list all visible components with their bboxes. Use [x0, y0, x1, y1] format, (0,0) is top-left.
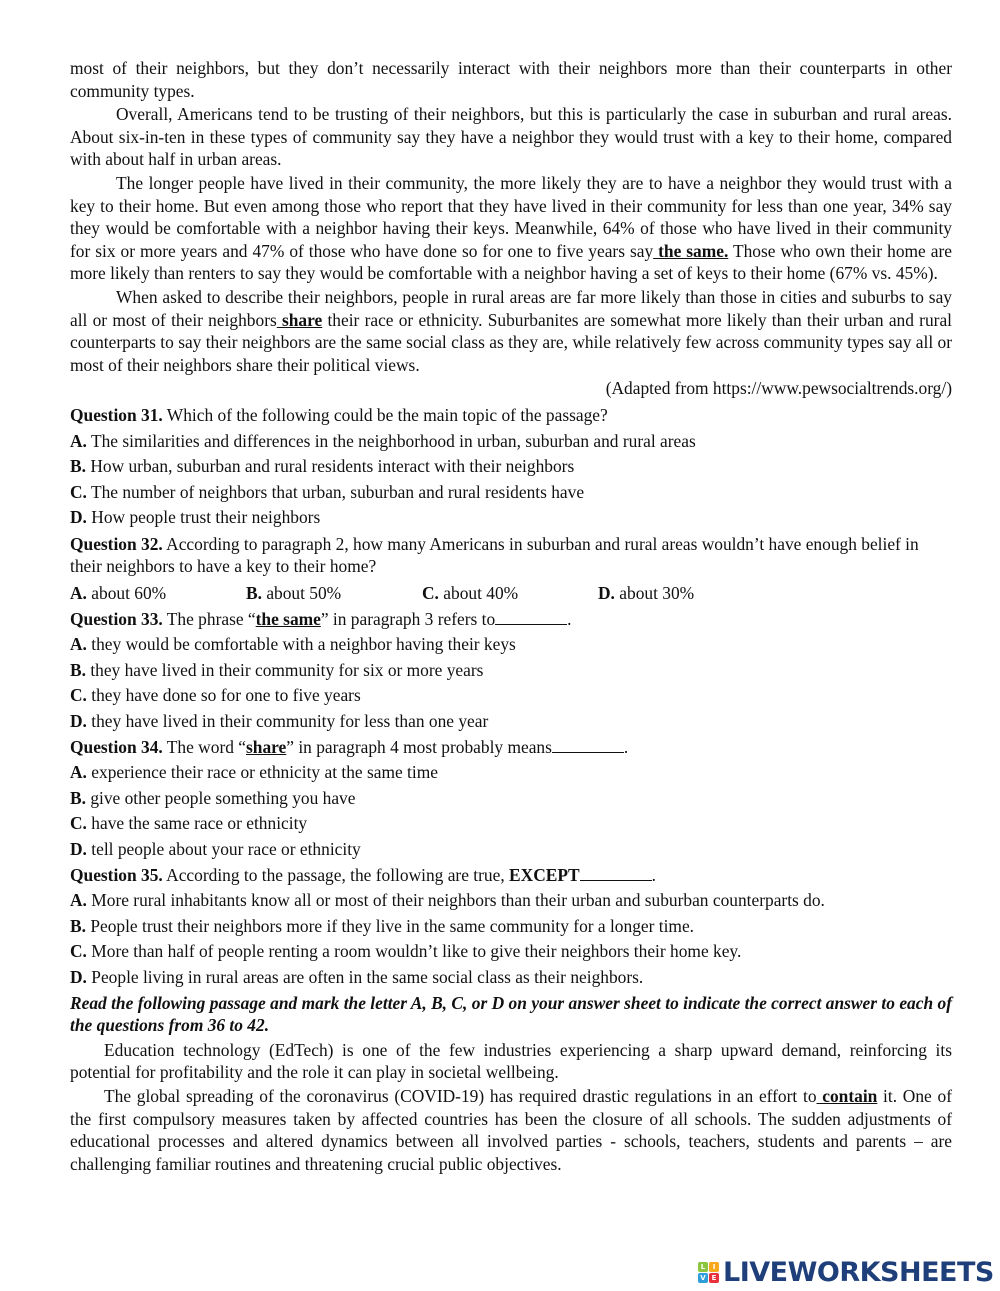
option-text: tell people about your race or ethnicity [91, 839, 361, 859]
option-b[interactable] [246, 581, 422, 607]
liveworksheets-logo [698, 1257, 994, 1288]
option-text: about 30% [619, 583, 695, 604]
option-a[interactable] [70, 632, 952, 658]
passage1-paragraph-2: Overall, Americans tend to be trusting of their neighbors, but this is particularly the case in suburban and rural areas. About six-in-ten in these types of community say they have a neighbor they would trust with a key to their home, compared with about half in urban areas. [70, 104, 952, 170]
text: their race or ethnicity. Suburbanites are somewhat more likely than their urban and rural counterparts to say their neighbors are the same social class as they are, while relatively few across community types say all or most of their neighbors share their political views. [70, 309, 952, 375]
option-c[interactable] [70, 683, 952, 709]
option-b[interactable] [70, 454, 952, 480]
option-letter: A. [70, 430, 87, 451]
question-32-options [70, 581, 952, 607]
option-b[interactable] [70, 658, 952, 684]
text: Those who own their home are more likely than renters to say they would be comfortable with a neighbor having a set of keys to their home (67% vs. 45%). [70, 240, 952, 284]
passage2-paragraph-2 [70, 1085, 952, 1175]
option-c[interactable] [422, 581, 598, 607]
question-label: Question 32. [70, 533, 163, 554]
question-31 [70, 403, 952, 429]
option-c[interactable] [70, 480, 952, 506]
option-letter: D. [70, 507, 87, 528]
option-text: More rural inhabitants know all or most of their neighbors than their urban and suburban counterparts do. [91, 890, 825, 911]
option-text: they have lived in their community for six or more years [90, 659, 484, 680]
option-d[interactable] [70, 965, 952, 991]
option-letter: C. [70, 941, 87, 962]
option-d[interactable] [598, 581, 774, 607]
question-stem: Which of the following could be the main topic of the passage? [162, 404, 608, 425]
option-d[interactable] [70, 505, 952, 531]
question-label: Question 35. [70, 864, 163, 885]
option-letter: C. [70, 685, 87, 706]
text: it. One of the first compulsory measures taken by affected countries has been the closure of all schools. The sudden adjustments of educational processes and altered dynamics between all involved parties - schools, teachers, students and parents – are challenging familiar routines and threatening crucial public objectives. [70, 1085, 952, 1174]
logo-text: LIVEWORKSHEETS [723, 1257, 994, 1288]
option-letter: A. [70, 634, 87, 655]
answer-blank [580, 866, 652, 881]
question-stem: The word “ [162, 736, 246, 757]
option-letter: B. [70, 659, 86, 680]
passage1-paragraph-3 [70, 172, 952, 285]
option-text: The number of neighbors that urban, suburban and rural residents have [90, 481, 585, 502]
option-text: about 40% [443, 583, 519, 604]
section-instruction: Read the following passage and mark the letter A, B, C, or D on your answer sheet to indicate the correct answer to each of the questions from 36 to 42. [70, 992, 952, 1036]
logo-tile: I [709, 1262, 719, 1272]
option-letter: B. [246, 583, 262, 604]
option-letter: B. [70, 787, 86, 808]
option-text: they would be comfortable with a neighbor having their keys [91, 634, 516, 655]
logo-tile: V [698, 1273, 708, 1283]
worksheet-page [70, 57, 952, 1176]
question-stem: According to paragraph 2, how many Americans in suburban and rural areas wouldn’t have enough belief in their neighbors to have a key to their home? [70, 533, 919, 577]
option-b[interactable] [70, 914, 952, 940]
option-c[interactable] [70, 811, 952, 837]
question-label: Question 31. [70, 404, 163, 425]
question-34: Question 34. The word “share” in paragraph 4 most probably means . [70, 736, 629, 757]
option-text: experience their race or ethnicity at the same time [91, 762, 438, 783]
question-32 [70, 533, 952, 578]
quoted-word: share [246, 736, 287, 757]
option-text: How people trust their neighbors [91, 507, 321, 528]
option-a[interactable] [70, 581, 246, 607]
option-letter: B. [70, 915, 86, 936]
question-35: Question 35. According to the passage, the following are true, EXCEPT . [70, 864, 656, 885]
text: The global spreading of the coronavirus (COVID-19) has required drastic regulations in an effort to [104, 1085, 817, 1106]
option-text: How urban, suburban and rural residents interact with their neighbors [90, 456, 575, 477]
option-a[interactable] [70, 888, 952, 914]
question-label: Question 33. [70, 608, 163, 629]
passage1-paragraph-1: most of their neighbors, but they don’t necessarily interact with their neighbors more than their counterparts in other community types. [70, 58, 952, 101]
option-d[interactable] [70, 837, 952, 863]
question-stem: ” in paragraph 4 most probably means [286, 736, 552, 757]
question-stem: According to the passage, the following are true, [162, 864, 510, 885]
option-letter: D. [70, 966, 87, 987]
option-text: they have lived in their community for less than one year [91, 711, 489, 732]
logo-tile: L [698, 1262, 708, 1272]
option-a[interactable] [70, 429, 952, 455]
answer-blank [552, 738, 624, 753]
option-text: they have done so for one to five years [91, 685, 361, 706]
highlighted-word-contain: contain [816, 1085, 878, 1106]
answer-blank [495, 610, 567, 625]
question-33: Question 33. The phrase “the same” in paragraph 3 refers to . [70, 608, 572, 629]
option-letter: A. [70, 890, 87, 911]
question-stem: The phrase “ [162, 608, 256, 629]
text: When asked to describe their neighbors, people in rural areas are far more likely than those in cities and suburbs to say all or most of their neighbors [70, 286, 952, 330]
option-letter: B. [70, 456, 86, 477]
option-d[interactable] [70, 709, 952, 735]
option-text: about 50% [266, 583, 342, 604]
source-citation: (Adapted from https://www.pewsocialtrends.org/) [605, 378, 952, 399]
option-text: More than half of people renting a room wouldn’t like to give their neighbors their home key. [91, 941, 742, 962]
option-letter: A. [70, 583, 87, 604]
passage1-paragraph-4 [70, 286, 952, 376]
option-text: about 60% [91, 583, 167, 604]
logo-tile: E [709, 1273, 719, 1283]
option-text: People trust their neighbors more if they live in the same community for a longer time. [90, 915, 695, 936]
option-letter: D. [598, 583, 615, 604]
logo-tiles-icon [698, 1262, 719, 1283]
option-letter: A. [70, 762, 87, 783]
option-letter: D. [70, 711, 87, 732]
text: The longer people have lived in their community, the more likely they are to have a neighbor they would trust with a key to their home. But even among those who report that they have lived in their community for less than one year, 34% say they would be comfortable with a neighbor having their keys. Meanwhile, 64% of those who have lived in their community for six or more years and 47% of those who have done so for one to five years say [70, 172, 952, 261]
highlighted-word-share: share [276, 309, 323, 330]
option-letter: C. [70, 481, 87, 502]
highlighted-phrase-the-same: the same. [653, 240, 729, 261]
option-letter: D. [70, 839, 87, 859]
option-text: People living in rural areas are often in the same social class as their neighbors. [91, 966, 644, 987]
question-label: Question 34. [70, 736, 163, 757]
option-text: The similarities and differences in the neighborhood in urban, suburban and rural areas [90, 430, 696, 451]
option-a[interactable] [70, 760, 952, 786]
option-c[interactable] [70, 939, 952, 965]
option-b[interactable] [70, 786, 952, 812]
option-letter: C. [70, 813, 87, 834]
question-stem: ” in paragraph 3 refers to [320, 608, 496, 629]
option-text: give other people something you have [90, 787, 356, 808]
option-text: have the same race or ethnicity [91, 813, 308, 834]
except-keyword: EXCEPT [509, 864, 580, 885]
option-letter: C. [422, 583, 439, 604]
quoted-phrase: the same [255, 608, 321, 629]
passage2-paragraph-1: Education technology (EdTech) is one of the few industries experiencing a sharp upward demand, reinforcing its potential for profitability and the role it can play in societal wellbeing. [70, 1039, 952, 1083]
